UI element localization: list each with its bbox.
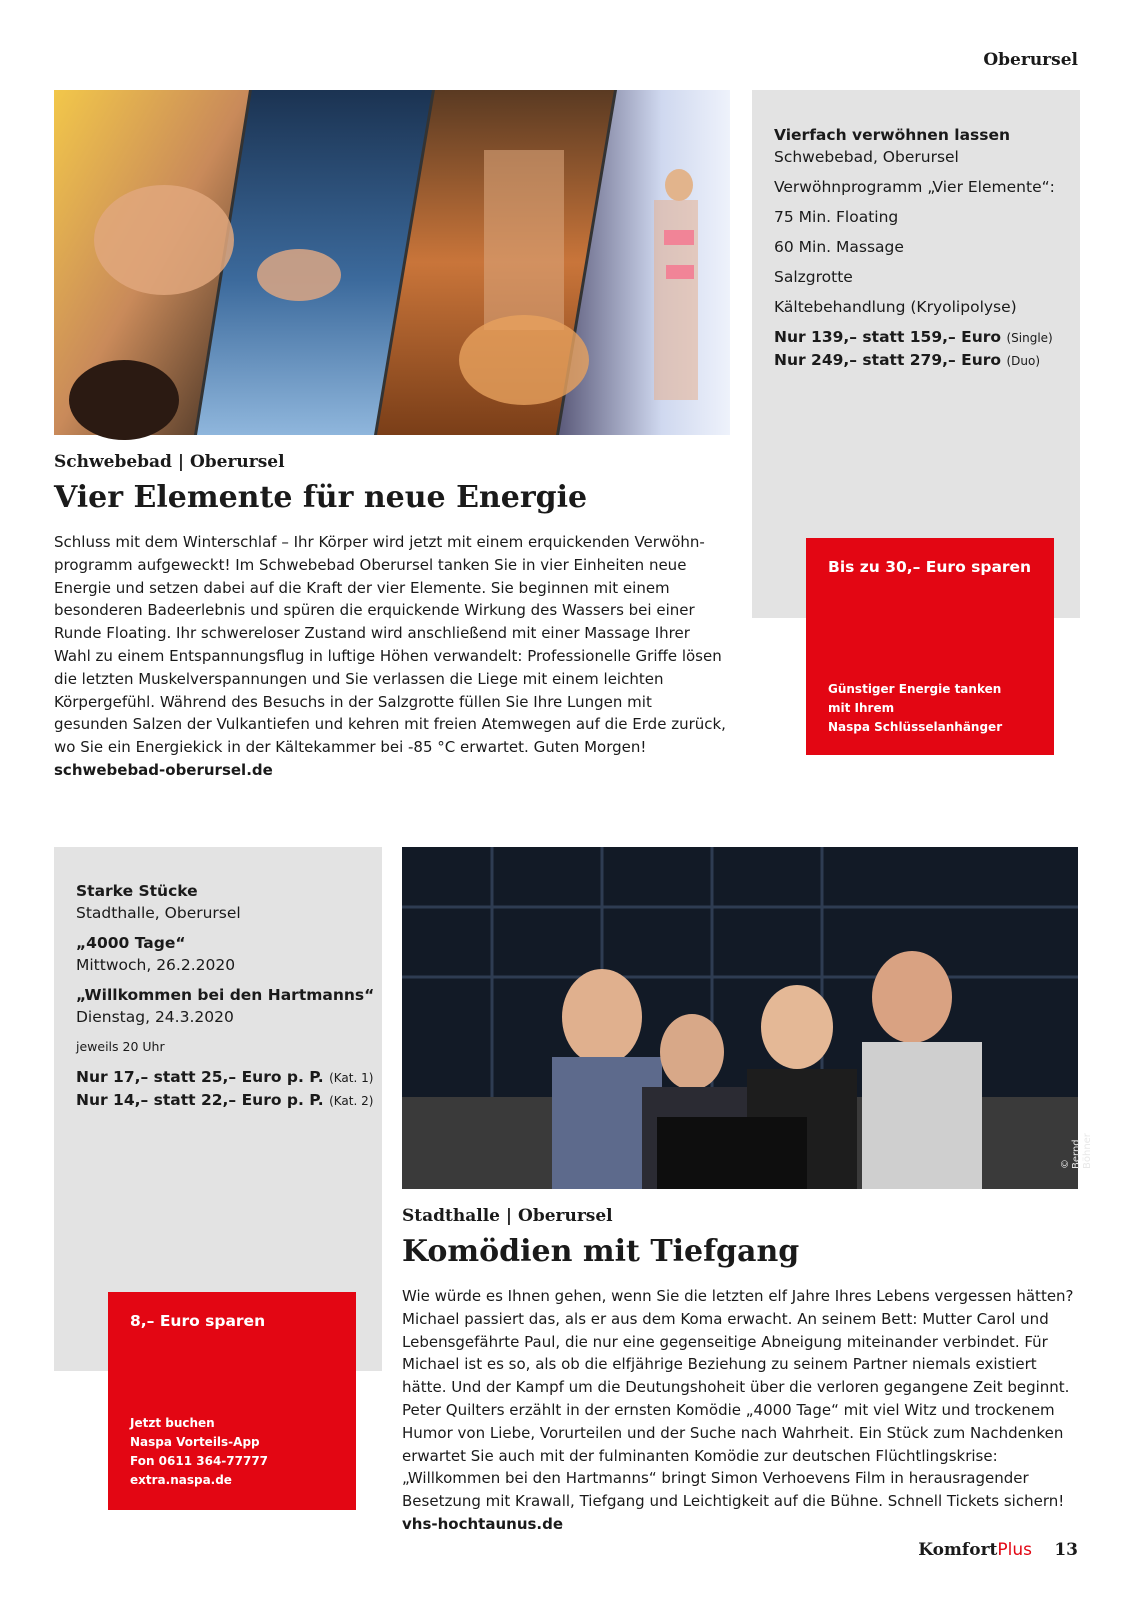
article2-kicker: Stadthalle | Oberursel (402, 1206, 613, 1226)
spa-photo-collage (54, 90, 730, 435)
savings-headline: Bis zu 30,– Euro sparen (828, 558, 1032, 576)
savings-headline: 8,– Euro sparen (130, 1312, 266, 1330)
offer-title: Vierfach verwöhnen lassen (774, 126, 1011, 144)
page-number: 13 (1054, 1540, 1078, 1560)
show-date: Dienstag, 24.3.2020 (76, 1008, 234, 1026)
offer-price-kat2: Nur 14,– statt 22,– Euro p. P. (Kat. 2) (76, 1091, 374, 1109)
offer-item: Salzgrotte (774, 268, 853, 286)
theater-image (402, 847, 1078, 1189)
article2-link[interactable]: vhs-hochtaunus.de (402, 1514, 564, 1533)
show-title: „Willkommen bei den Hartmanns“ (76, 986, 375, 1004)
offer-item: 60 Min. Massage (774, 238, 904, 256)
savings-footer: Günstiger Energie tanken mit Ihrem Naspa Schlüsselanhänger (828, 682, 1003, 734)
article2-headline: Komödien mit Tiefgang (402, 1234, 800, 1269)
article1-body: Schluss mit dem Winterschlaf – Ihr Körper wird jetzt mit einem erquickenden Verwöhn-programm aufgeweckt! Im Schwebebad Oberursel tanken Sie in vier Einheiten neue Energie und setzen dabei auf die Kraft der vier Elemente. Sie beginnen mit einem besonderen Badeerlebnis und spüren die erquickende Wirkung des Wassers bei einer Runde Floating. Ihr schwereloser Zustand wird anschließend mit einer Massage Ihrer Wahl zu einem Entspannungsflug in luftige Höhen verwandelt: Professionelle Griffe lösen die letzten Muskelverspannungen und Sie verlassen die Liege mit einem leichten Körpergefühl. Während des Besuchs in der Salzgrotte füllen Sie Ihre Lungen mit gesunden Salzen der Vulkantiefen und kehren mit freien Atemwegen auf die Erde zurück, wo Sie ein Energiekick in der Kältekammer bei -85 °C erwartet. Guten Morgen! schwebebad-oberursel.de (54, 533, 726, 779)
section-label: Oberursel (983, 50, 1078, 70)
show-time: jeweils 20 Uhr (76, 1039, 165, 1054)
spa-offer-details (774, 124, 1074, 372)
photo-credit: © Bernd Böhner (1060, 1133, 1093, 1169)
collage-image (54, 90, 730, 435)
show-title: „4000 Tage“ (76, 934, 186, 952)
offer-venue: Stadthalle, Oberursel (76, 904, 241, 922)
offer-price-duo: Nur 249,– statt 279,– Euro (Duo) (774, 351, 1041, 369)
offer-program: Verwöhnprogramm „Vier Elemente“: (774, 178, 1055, 196)
offer-venue: Schwebebad, Oberursel (774, 148, 959, 166)
offer-price-kat1: Nur 17,– statt 25,– Euro p. P. (Kat. 1) (76, 1068, 374, 1086)
offer-item: 75 Min. Floating (774, 208, 899, 226)
offer-item: Kältebehandlung (Kryolipolyse) (774, 298, 1017, 316)
article2-body: Wie würde es Ihnen gehen, wenn Sie die letzten elf Jahre Ihres Lebens vergessen hätten? Michael passiert das, als er aus dem Koma erwacht. An seinem Bett: Mutter Carol und Lebensgefährte Paul, die nur eine gegenseitige Abneigung miteinander verbindet. Für Michael ist es so, als ob die elfjährige Beziehung zu seinem Partner niemals existiert hätte. Und der Kampf um die Deutungshoheit über die verloren gegangene Zeit beginnt. Peter Quilters erzählt in der ernsten Komödie „4000 Tage“ mit viel Witz und trockenem Humor von Liebe, Vorurteilen und der Suche nach Wahrheit. Ein Stück zum Nachdenken erwartet Sie auch mit der fulminanten Komödie zur deutschen Flüchtlingskrise: „Willkommen bei den Hartmanns“ bringt Simon Verhoevens Film in herausragender Besetzung mit Krawall, Tiefgang und Leichtigkeit auf die Bühne. Schnell Tickets sichern! vhs-hochtaunus.de (402, 1287, 1074, 1533)
theater-offer-details (76, 880, 376, 1112)
offer-title: Starke Stücke (76, 882, 198, 900)
savings-box-theater (108, 1292, 356, 1510)
article1-headline: Vier Elemente für neue Energie (54, 480, 588, 515)
article1-link[interactable]: schwebebad-oberursel.de (54, 760, 273, 779)
show-date: Mittwoch, 26.2.2020 (76, 956, 236, 974)
theater-photo (402, 847, 1093, 1189)
savings-box-spa (806, 538, 1054, 755)
savings-footer: Jetzt buchen Naspa Vorteils-App Fon 0611 364-77777 extra.naspa.de (130, 1416, 269, 1487)
offer-price-single: Nur 139,– statt 159,– Euro (Single) (774, 328, 1053, 346)
footer-brand: KomfortPlus (918, 1540, 1032, 1560)
article1-kicker: Schwebebad | Oberursel (54, 452, 285, 472)
